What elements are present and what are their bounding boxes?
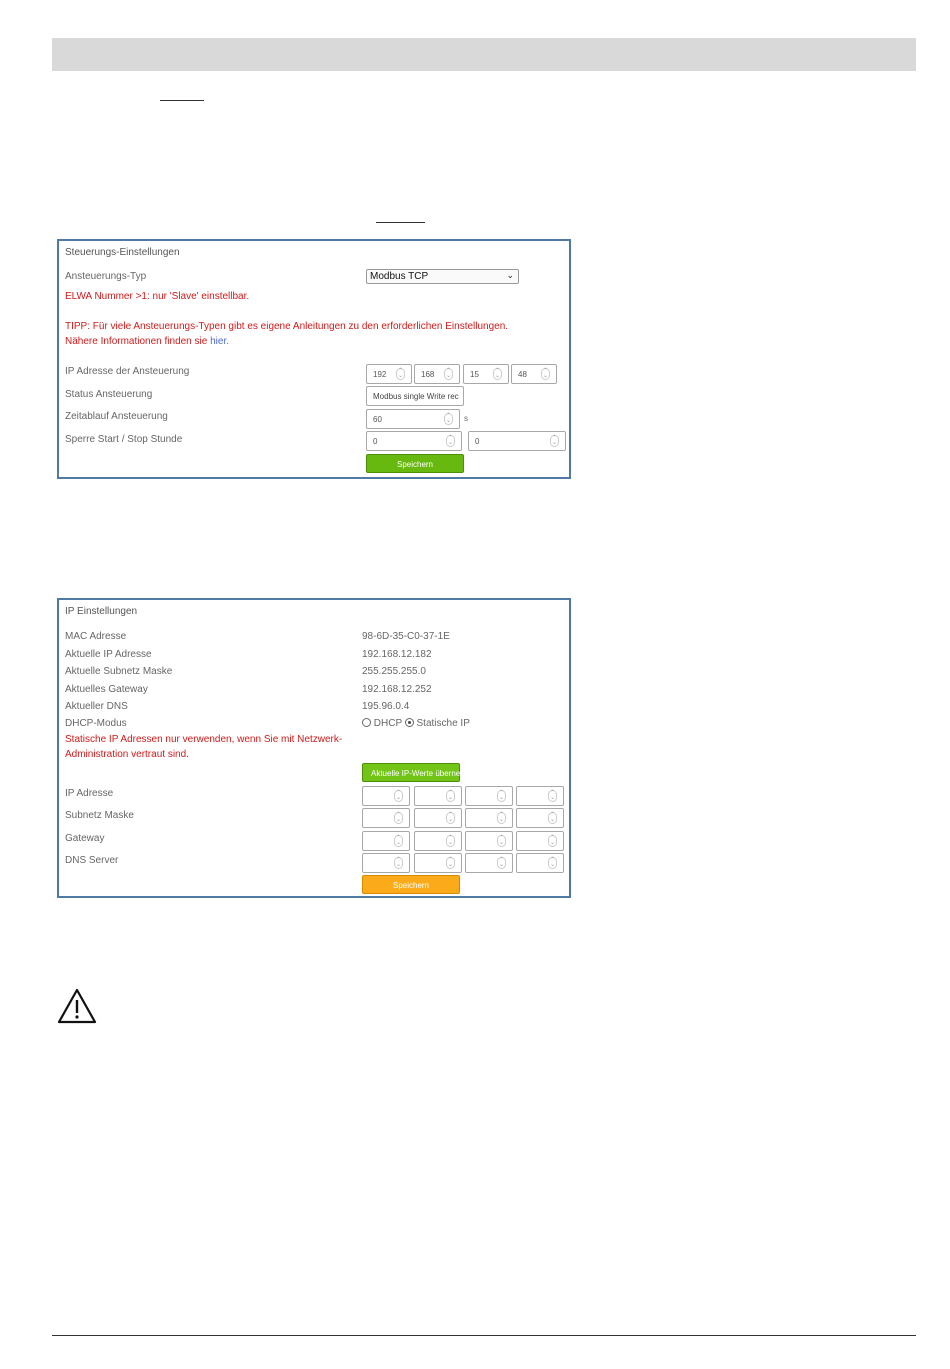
spinner-arrows-icon[interactable]: ⌃ ⌄ (549, 835, 556, 846)
ip-ansteuerung-label: IP Adresse der Ansteuerung (65, 366, 190, 377)
ansteuerungs-typ-label: Ansteuerungs-Typ (65, 271, 147, 282)
spinner-arrows-icon[interactable]: ⌃ ⌄ (447, 835, 454, 846)
info-note (65, 334, 229, 349)
elwa-note: ELWA Nummer >1: nur 'Slave' einstellbar. (65, 291, 250, 302)
spinner-arrows-icon[interactable]: ⌃ ⌄ (445, 368, 452, 379)
status-ansteuerung-label: Status Ansteuerung (65, 389, 153, 400)
info-prefix: Nähere Informationen finden sie (65, 336, 208, 347)
spinner-arrows-icon[interactable]: ⌃ ⌄ (551, 435, 558, 446)
gateway-octet-1-input[interactable] (362, 831, 410, 851)
dns-octet-2-input[interactable] (414, 853, 462, 873)
dns-octet-1-input[interactable] (362, 853, 410, 873)
ip-octet-value: 48 (518, 370, 527, 379)
underline-mark (376, 222, 425, 223)
spinner-arrows-icon[interactable]: ⌃ ⌄ (395, 857, 402, 868)
ip-octet-4-input[interactable] (516, 786, 564, 806)
zeitablauf-unit: s (464, 414, 468, 423)
static-ip-warning-line2: Administration vertraut sind. (65, 749, 189, 760)
spinner-arrows-icon[interactable]: ⌃ ⌄ (447, 812, 454, 823)
dns-octet-3-input[interactable] (465, 853, 513, 873)
sperre-start-value: 0 (373, 437, 378, 446)
info-link[interactable]: hier. (210, 336, 229, 347)
ip-octet-1-input[interactable] (366, 364, 412, 384)
zeitablauf-value: 60 (373, 415, 382, 424)
mask-octet-2-input[interactable] (414, 808, 462, 828)
static-ip-option-label: Statische IP (416, 718, 470, 729)
spinner-arrows-icon[interactable]: ⌃ ⌄ (549, 790, 556, 801)
ip-octet-4-input[interactable] (511, 364, 557, 384)
ansteuerungs-typ-select[interactable] (366, 269, 519, 284)
apply-current-ip-button[interactable]: Aktuelle IP-Werte übernehmen (362, 763, 460, 782)
mask-octet-4-input[interactable] (516, 808, 564, 828)
current-mask-label: Aktuelle Subnetz Maske (65, 666, 173, 677)
gateway-octet-2-input[interactable] (414, 831, 462, 851)
gateway-label: Gateway (65, 833, 105, 844)
speichern-ip-button[interactable]: Speichern (362, 875, 460, 894)
spinner-arrows-icon[interactable]: ⌃ ⌄ (395, 790, 402, 801)
gateway-octet-3-input[interactable] (465, 831, 513, 851)
ip-octet-value: 192 (373, 370, 387, 379)
current-gateway-value: 192.168.12.252 (362, 684, 432, 695)
current-dns-label: Aktueller DNS (65, 701, 128, 712)
static-ip-warning-line1: Statische IP Adressen nur verwenden, wenn Sie mit Netzwerk- (65, 734, 343, 745)
status-ansteuerung-field: Modbus single Write rec (366, 386, 464, 406)
mask-octet-1-input[interactable] (362, 808, 410, 828)
spinner-arrows-icon[interactable]: ⌃ ⌄ (447, 790, 454, 801)
spinner-arrows-icon[interactable]: ⌃ ⌄ (498, 812, 505, 823)
zeitablauf-label: Zeitablauf Ansteuerung (65, 411, 168, 422)
mac-value: 98-6D-35-C0-37-1E (362, 631, 450, 642)
mask-octet-3-input[interactable] (465, 808, 513, 828)
current-dns-value: 195.96.0.4 (362, 701, 410, 712)
dhcp-radio[interactable] (362, 718, 371, 727)
static-ip-radio[interactable] (405, 718, 414, 727)
spinner-arrows-icon[interactable]: ⌃ ⌄ (395, 835, 402, 846)
sperre-stop-value: 0 (475, 437, 480, 446)
ip-octet-3-input[interactable] (465, 786, 513, 806)
dns-server-label: DNS Server (65, 855, 119, 866)
zeitablauf-input[interactable] (366, 409, 460, 429)
spinner-arrows-icon[interactable]: ⌃ ⌄ (445, 413, 452, 424)
panel-title: IP Einstellungen (65, 606, 138, 617)
subnet-mask-label: Subnetz Maske (65, 810, 134, 821)
steuerungs-einstellungen-panel (57, 239, 571, 479)
ip-octet-3-input[interactable] (463, 364, 509, 384)
footer-line (52, 1335, 916, 1336)
ip-octet-1-input[interactable] (362, 786, 410, 806)
current-ip-label: Aktuelle IP Adresse (65, 649, 152, 660)
spinner-arrows-icon[interactable]: ⌃ ⌄ (397, 368, 404, 379)
chevron-down-icon: ⌄ (506, 270, 514, 280)
speichern-button[interactable]: Speichern (366, 454, 464, 473)
mac-label: MAC Adresse (65, 631, 127, 642)
sperre-stop-input[interactable] (468, 431, 566, 451)
spinner-arrows-icon[interactable]: ⌃ ⌄ (494, 368, 501, 379)
sperre-start-input[interactable] (366, 431, 462, 451)
ip-octet-value: 15 (470, 370, 479, 379)
spinner-arrows-icon[interactable]: ⌃ ⌄ (549, 812, 556, 823)
spinner-arrows-icon[interactable]: ⌃ ⌄ (447, 435, 454, 446)
dhcp-mode-label: DHCP-Modus (65, 718, 127, 729)
spinner-arrows-icon[interactable]: ⌃ ⌄ (549, 857, 556, 868)
tipp-note: TIPP: Für viele Ansteuerungs-Typen gibt es eigene Anleitungen zu den erforderlichen Einstellungen. (65, 321, 509, 332)
underline-mark (160, 100, 204, 101)
ip-einstellungen-panel (57, 598, 571, 898)
current-mask-value: 255.255.255.0 (362, 666, 426, 677)
current-ip-value: 192.168.12.182 (362, 649, 432, 660)
spinner-arrows-icon[interactable]: ⌃ ⌄ (395, 812, 402, 823)
spinner-arrows-icon[interactable]: ⌃ ⌄ (447, 857, 454, 868)
ip-octet-2-input[interactable] (414, 786, 462, 806)
dhcp-mode-options (362, 718, 470, 729)
spinner-arrows-icon[interactable]: ⌃ ⌄ (542, 368, 549, 379)
spinner-arrows-icon[interactable]: ⌃ ⌄ (498, 857, 505, 868)
current-gateway-label: Aktuelles Gateway (65, 684, 148, 695)
warning-triangle-icon (56, 987, 98, 1025)
ip-octet-value: 168 (421, 370, 435, 379)
dns-octet-4-input[interactable] (516, 853, 564, 873)
header-bar (52, 38, 916, 71)
panel-title: Steuerungs-Einstellungen (65, 247, 180, 258)
gateway-octet-4-input[interactable] (516, 831, 564, 851)
spinner-arrows-icon[interactable]: ⌃ ⌄ (498, 835, 505, 846)
dhcp-option-label: DHCP (373, 718, 402, 729)
spinner-arrows-icon[interactable]: ⌃ ⌄ (498, 790, 505, 801)
sperre-label: Sperre Start / Stop Stunde (65, 434, 183, 445)
ip-octet-2-input[interactable] (414, 364, 460, 384)
ansteuerungs-typ-value: Modbus TCP (370, 271, 429, 282)
ip-address-label: IP Adresse (65, 788, 114, 799)
